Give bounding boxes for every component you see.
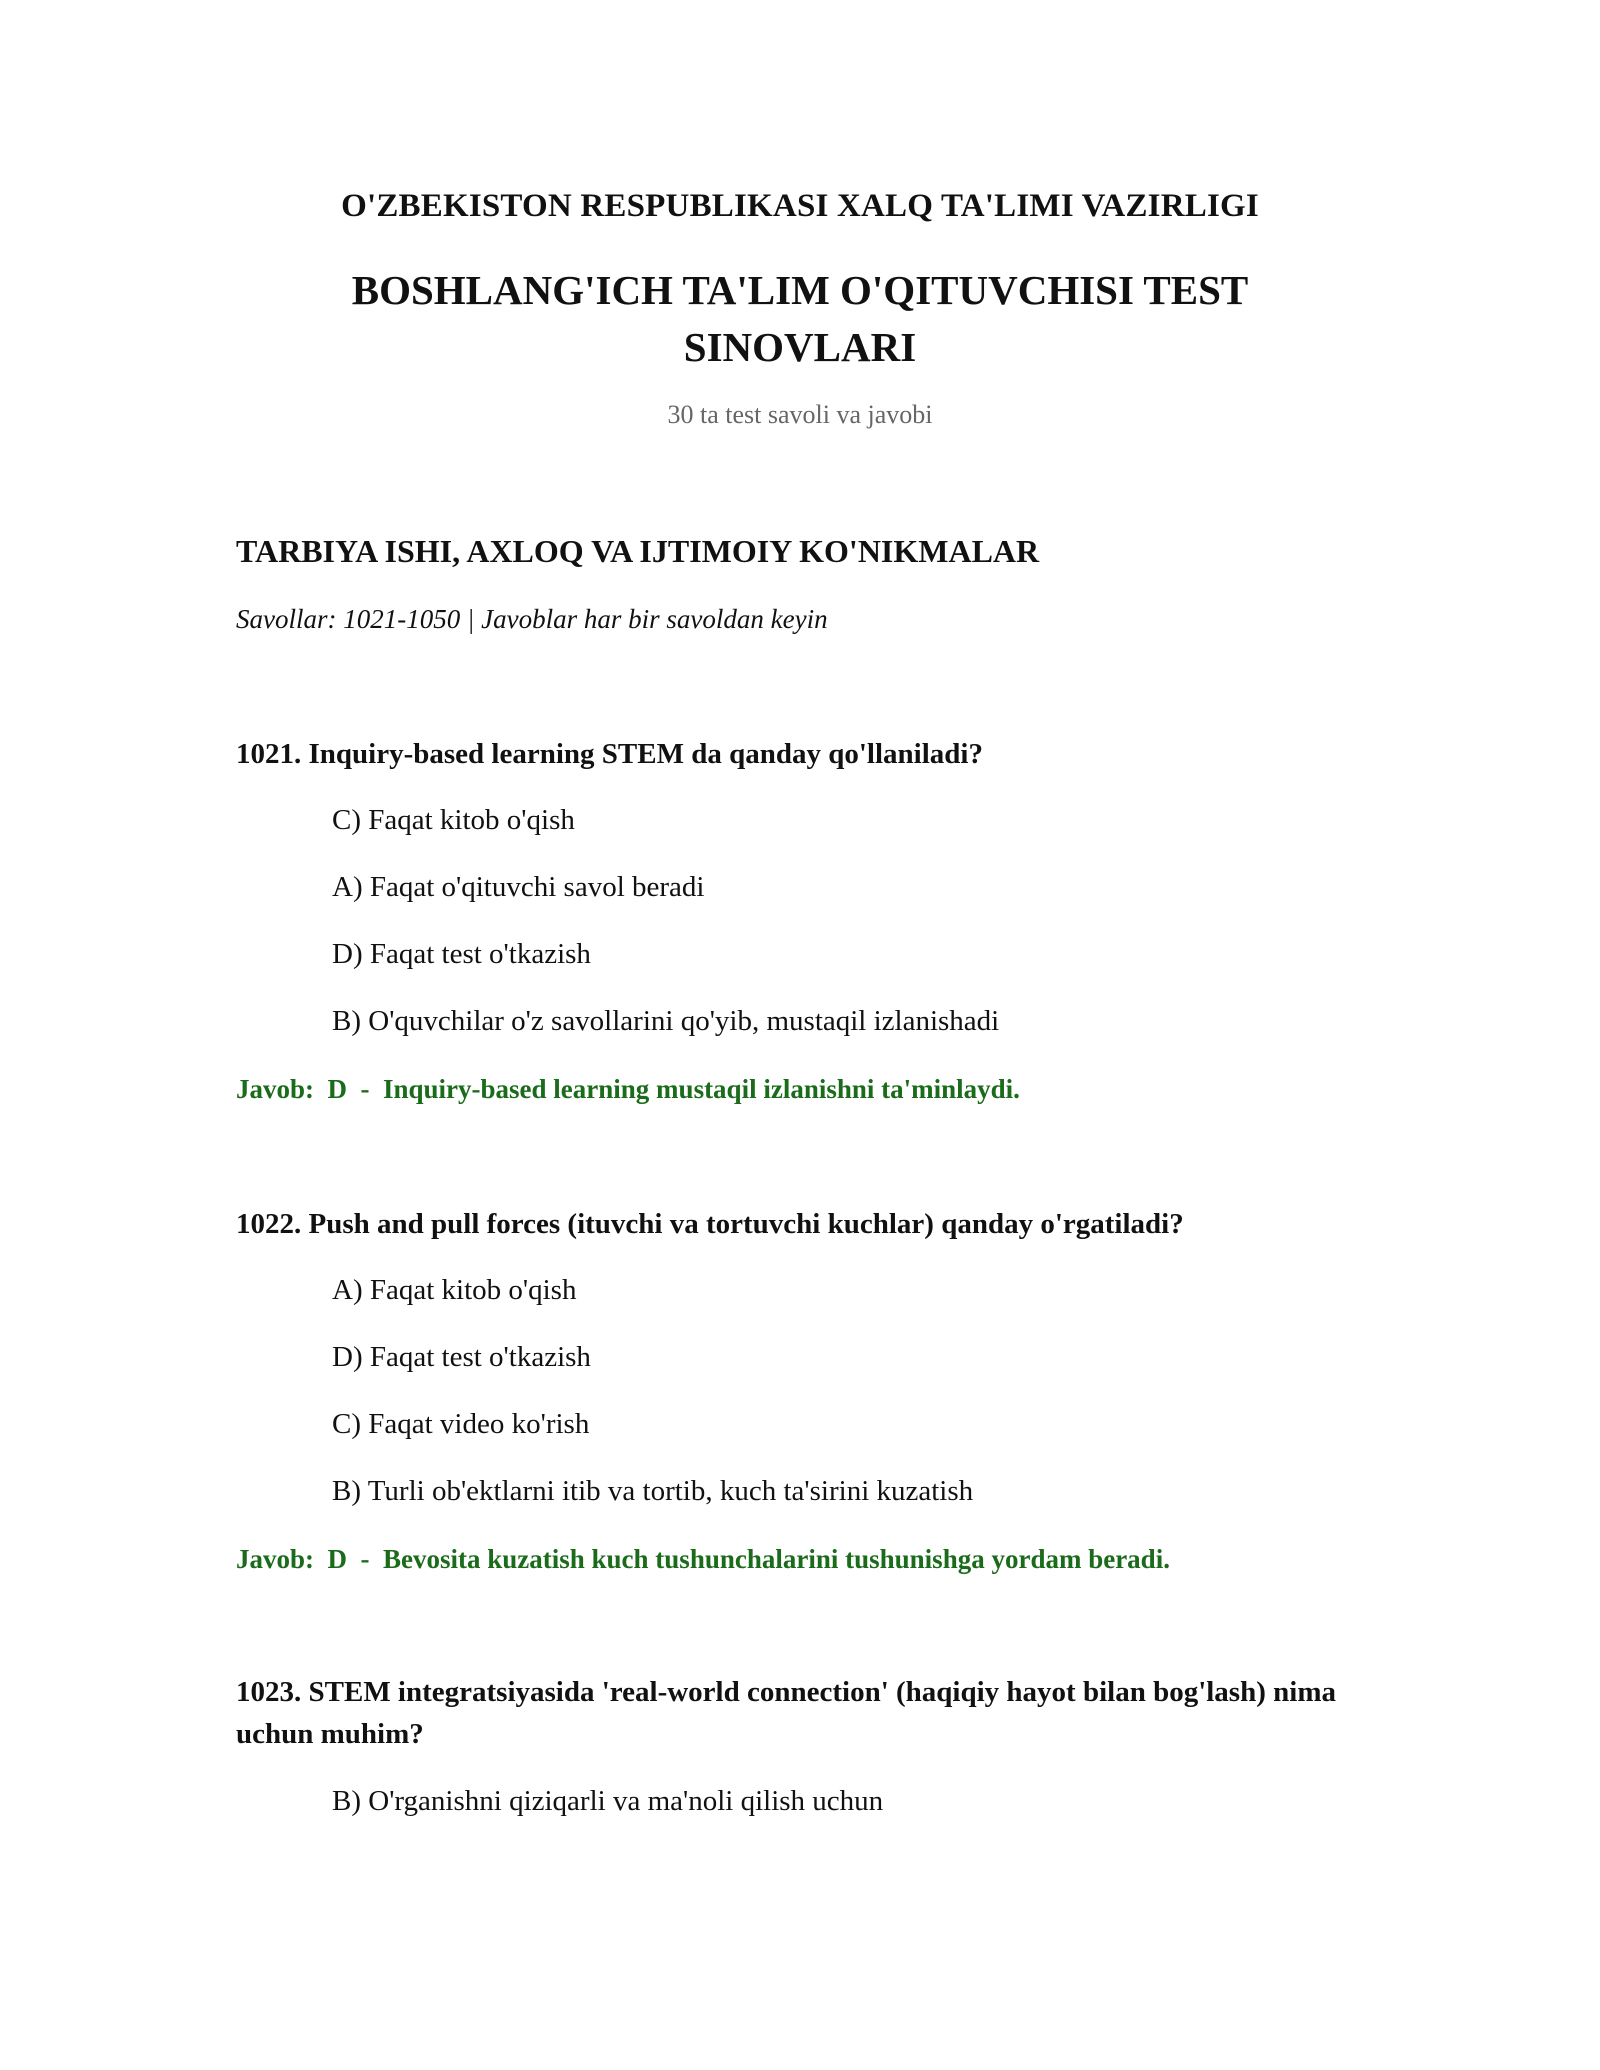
question-1021-answer: Javob: D - Inquiry-based learning mustaqil izlanishni ta'minlaydi. — [236, 1074, 1020, 1104]
question-1021-option: B) O'quvchilar o'z savollarini qo'yib, mustaqil izlanishadi — [332, 1005, 1000, 1037]
question-1022-option: D) Faqat test o'tkazish — [332, 1341, 591, 1373]
section-title: TARBIYA ISHI, AXLOQ VA IJTIMOIY KO'NIKMALAR — [236, 533, 1040, 569]
question-1021-option: A) Faqat o'qituvchi savol beradi — [332, 871, 705, 903]
question-1022-answer: Javob: D - Bevosita kuzatish kuch tushunchalarini tushunishga yordam beradi. — [236, 1544, 1170, 1574]
question-1021: 1021. Inquiry-based learning STEM da qanday qo'llaniladi? — [236, 738, 983, 770]
document-title-line-2: SINOVLARI — [683, 324, 917, 370]
question-1023-option: B) O'rganishni qiziqarli va ma'noli qilish uchun — [332, 1785, 884, 1817]
document-title — [0, 262, 1600, 376]
document-title-line-1: BOSHLANG'ICH TA'LIM O'QITUVCHISI TEST — [351, 267, 1249, 313]
question-1022-option: C) Faqat video ko'rish — [332, 1408, 590, 1440]
question-1022: 1022. Push and pull forces (ituvchi va tortuvchi kuchlar) qanday o'rgatiladi? — [236, 1208, 1184, 1240]
ministry-heading: O'ZBEKISTON RESPUBLIKASI XALQ TA'LIMI VAZIRLIGI — [341, 188, 1259, 224]
question-1021-option: D) Faqat test o'tkazish — [332, 938, 591, 970]
question-1022-option: B) Turli ob'ektlarni itib va tortib, kuch ta'sirini kuzatish — [332, 1475, 974, 1507]
document-subtitle: 30 ta test savoli va javobi — [667, 400, 933, 429]
question-1021-option: C) Faqat kitob o'qish — [332, 804, 575, 836]
section-meta: Savollar: 1021-1050 | Javoblar har bir savoldan keyin — [236, 604, 828, 634]
question-1023: 1023. STEM integratsiyasida 'real-world connection' (haqiqiy hayot bilan bog'lash) nima uchun muhim? — [236, 1676, 1336, 1750]
question-1022-option: A) Faqat kitob o'qish — [332, 1274, 577, 1306]
